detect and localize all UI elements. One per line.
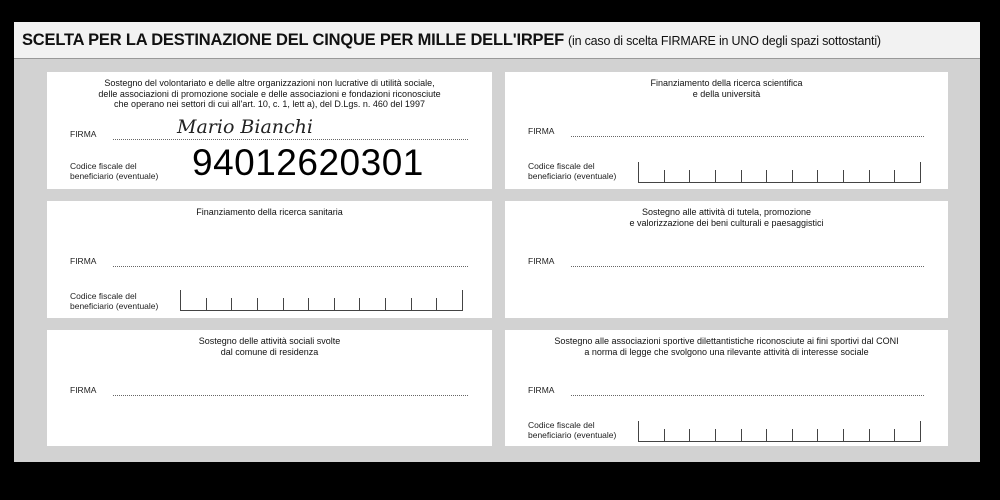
cf-cell-divider xyxy=(792,429,793,441)
cf-cell-divider xyxy=(920,421,921,441)
firma-line[interactable] xyxy=(113,266,468,267)
cf-cell-divider xyxy=(462,290,463,310)
panel-heading: Finanziamento della ricerca sanitaria xyxy=(196,207,343,217)
cf-cell-divider xyxy=(715,429,716,441)
panel-volontariato xyxy=(47,72,492,189)
cf-cell-divider xyxy=(638,421,639,441)
cf-cell-divider xyxy=(817,170,818,182)
cf-cell-divider xyxy=(869,170,870,182)
bottom-border xyxy=(0,462,1000,500)
panel-heading: Sostegno delle attività sociali svolte dal comune di residenza xyxy=(198,336,341,357)
cf-cell-divider xyxy=(359,298,360,310)
cf-cell-divider xyxy=(715,170,716,182)
panel-heading: Sostegno alle attività di tutela, promozione e valorizzazione dei beni culturali e paesaggistici xyxy=(629,207,824,228)
cf-cell-divider xyxy=(817,429,818,441)
cf-cell-divider xyxy=(766,429,767,441)
cf-cell-divider xyxy=(689,170,690,182)
cf-cell-divider xyxy=(869,429,870,441)
cf-input[interactable] xyxy=(638,421,921,442)
cf-cell-divider xyxy=(741,429,742,441)
signature: Mario Bianchi xyxy=(177,116,313,138)
firma-line[interactable] xyxy=(571,395,924,396)
firma-label: FIRMA xyxy=(528,385,555,395)
cf-cell-divider xyxy=(257,298,258,310)
cf-cell-divider xyxy=(920,162,921,182)
cf-cell-divider xyxy=(792,170,793,182)
cf-label: Codice fiscale del beneficiario (eventuale) xyxy=(70,291,159,311)
cf-value[interactable]: 94012620301 xyxy=(192,142,424,183)
cf-cell-divider xyxy=(206,298,207,310)
cf-label: Codice fiscale del beneficiario (eventuale) xyxy=(528,420,617,440)
cf-cell-divider xyxy=(231,298,232,310)
cf-cell-divider xyxy=(283,298,284,310)
form-instruction: (in caso di scelta FIRMARE in UNO degli spazi sottostanti) xyxy=(568,34,881,48)
form-title: SCELTA PER LA DESTINAZIONE DEL CINQUE PER MILLE DELL'IRPEF (in caso di scelta FIRMARE in UNO degli spazi sottostanti) xyxy=(22,31,881,49)
panel-comune-residenza xyxy=(47,330,492,446)
cf-input[interactable] xyxy=(638,162,921,183)
panel-ricerca-scientifica xyxy=(505,72,948,189)
cf-cell-divider xyxy=(664,170,665,182)
firma-line[interactable] xyxy=(571,266,924,267)
firma-label: FIRMA xyxy=(70,385,97,395)
firma-label: FIRMA xyxy=(70,129,97,139)
cf-label: Codice fiscale del beneficiario (eventuale) xyxy=(528,161,617,181)
cf-cell-divider xyxy=(436,298,437,310)
cf-label: Codice fiscale del beneficiario (eventuale) xyxy=(70,161,159,181)
panel-heading: Sostegno del volontariato e delle altre organizzazioni non lucrative di utilità sociale, delle associazioni di promozione sociale e delle associazioni e fondazioni riconosciute che operano nei settori di cui all'art. 10, c. 1, lett a), del D.Lgs. n. 460 del 1997 xyxy=(98,78,441,109)
cf-cell-divider xyxy=(308,298,309,310)
firma-line[interactable] xyxy=(571,136,924,137)
cf-cell-divider xyxy=(385,298,386,310)
cf-cell-divider xyxy=(689,429,690,441)
cf-cell-divider xyxy=(843,170,844,182)
cf-cell-divider xyxy=(180,290,181,310)
firma-label: FIRMA xyxy=(528,256,555,266)
cf-cell-divider xyxy=(664,429,665,441)
cf-cell-divider xyxy=(638,162,639,182)
firma-label: FIRMA xyxy=(70,256,97,266)
cf-cell-divider xyxy=(894,170,895,182)
panel-associazioni-sportive xyxy=(505,330,948,446)
panel-ricerca-sanitaria xyxy=(47,201,492,318)
firma-line[interactable] xyxy=(113,395,468,396)
panel-heading: Finanziamento della ricerca scientifica e della università xyxy=(650,78,803,99)
panel-beni-culturali xyxy=(505,201,948,318)
cf-cell-divider xyxy=(894,429,895,441)
firma-label: FIRMA xyxy=(528,126,555,136)
cf-cell-divider xyxy=(411,298,412,310)
cf-cell-divider xyxy=(741,170,742,182)
cf-input[interactable] xyxy=(180,290,463,311)
firma-line[interactable] xyxy=(113,139,468,140)
cf-cell-divider xyxy=(334,298,335,310)
cf-cell-divider xyxy=(843,429,844,441)
form-header xyxy=(14,22,980,59)
cf-cell-divider xyxy=(766,170,767,182)
panel-heading: Sostegno alle associazioni sportive dilettantistiche riconosciute ai fini sportivi dal CONI a norma di legge che svolgono una rilevante attività di interesse sociale xyxy=(554,336,899,357)
